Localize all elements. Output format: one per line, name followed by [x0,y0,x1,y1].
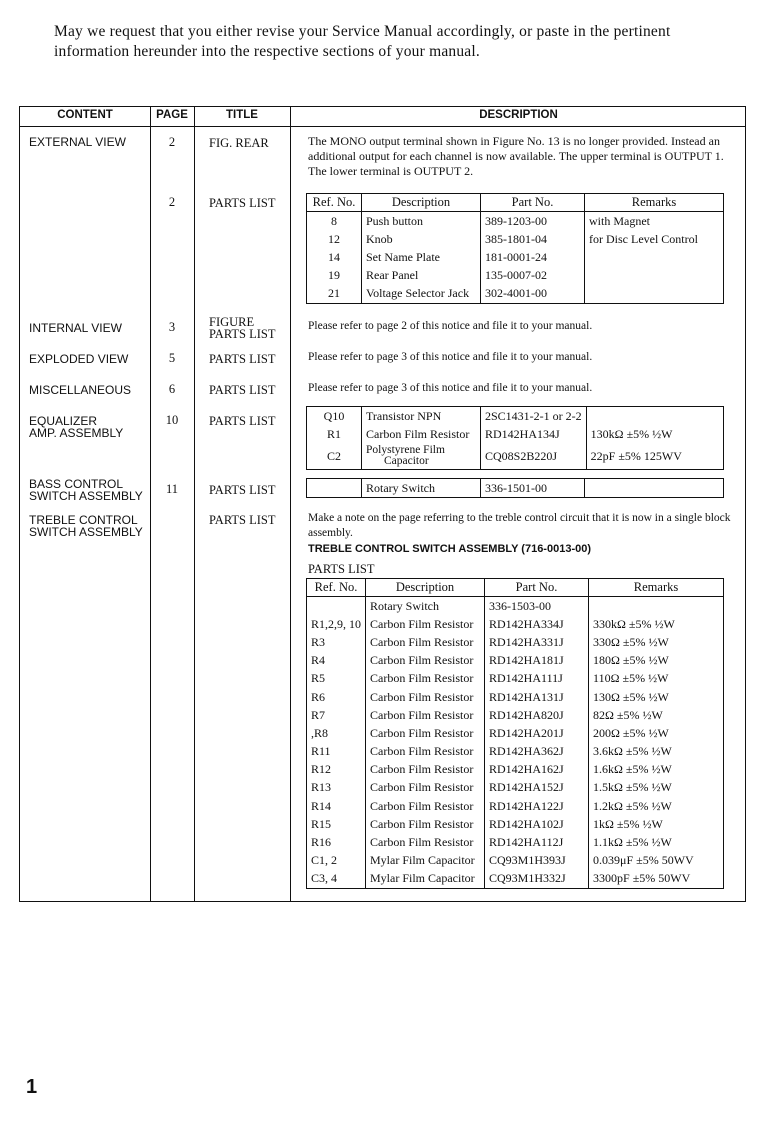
table-row [307,761,724,779]
description-cell: Carbon Film Resistor [362,425,481,443]
title-line: PARTS LIST [209,327,276,341]
table-row [307,285,724,304]
description-text: Please refer to page 2 of this notice and file it to your manual. [308,320,593,332]
table-row [307,743,724,761]
part-number-cell: 2SC1431-2-1 or 2-2 [481,407,587,426]
part-number-cell: RD142HA111J [485,670,589,688]
remarks-cell: 82Ω ±5% ½W [589,706,724,724]
description-cell: Carbon Film Resistor [366,743,485,761]
ref-cell: R14 [307,797,366,815]
table-row [307,212,724,231]
remarks-cell [586,407,723,426]
column-divider [194,107,195,901]
part-number-cell: RD142HA162J [485,761,589,779]
notice-table [19,106,746,902]
ref-cell: R5 [307,670,366,688]
description-cell: Carbon Film Resistor [366,761,485,779]
description-cell: Carbon Film Resistor [366,815,485,833]
ref-cell: 19 [307,267,362,285]
table-row [307,670,724,688]
column-header: Description [362,194,481,212]
assembly-heading: TREBLE CONTROL SWITCH ASSEMBLY (716-0013-00) [308,543,592,555]
part-number-cell: RD142HA102J [485,815,589,833]
description-cell: Carbon Film Resistor [366,833,485,851]
part-number-cell: 302-4001-00 [481,285,585,304]
table-row [307,443,724,470]
ref-cell: 21 [307,285,362,304]
part-number-cell: CQ93M1H393J [485,852,589,870]
page-number-cell: 2 [168,195,176,209]
page-number: 1 [26,1076,38,1098]
part-number-cell: RD142HA362J [485,743,589,761]
title-cell: PARTS LIST [209,414,276,428]
section-internal-view: INTERNAL VIEW [29,321,122,335]
column-header: Ref. No. [307,194,362,212]
table-row [307,633,724,651]
description-cell: Knob [362,230,481,248]
ref-cell: R13 [307,779,366,797]
content-line: TREBLE CONTROL [29,513,138,527]
remarks-cell: 180Ω ±5% ½W [589,652,724,670]
remarks-cell: 110Ω ±5% ½W [589,670,724,688]
remarks-cell: 130kΩ ±5% ½W [586,425,723,443]
part-number-cell: 336-1503-00 [485,597,589,616]
external-parts-table [306,193,724,304]
part-number-cell: RD142HA334J [485,615,589,633]
section-miscellaneous: MISCELLANEOUS [29,383,132,397]
remarks-cell [585,285,724,304]
ref-cell [307,597,366,616]
description-cell [362,443,481,470]
remarks-cell: 0.039μF ±5% 50WV [589,852,724,870]
description-cell: Rotary Switch [362,479,481,498]
remarks-cell: 1.5kΩ ±5% ½W [589,779,724,797]
content-line: AMP. ASSEMBLY [29,426,124,440]
ref-cell: 8 [307,212,362,231]
title-cell: PARTS LIST [209,513,276,527]
header-content: CONTENT [57,109,113,121]
ref-cell: R4 [307,652,366,670]
remarks-cell: 3.6kΩ ±5% ½W [589,743,724,761]
ref-cell: R15 [307,815,366,833]
remarks-cell: for Disc Level Control [585,230,724,248]
ref-cell: 12 [307,230,362,248]
title-cell [209,316,276,340]
description-cell: Carbon Film Resistor [366,615,485,633]
remarks-cell: 1.2kΩ ±5% ½W [589,797,724,815]
table-row [307,248,724,266]
remarks-cell: 1.1kΩ ±5% ½W [589,833,724,851]
description-cell: Set Name Plate [362,248,481,266]
remarks-cell [585,479,724,498]
title-cell: PARTS LIST [209,352,276,366]
ref-cell: R12 [307,761,366,779]
remarks-cell: 1.6kΩ ±5% ½W [589,761,724,779]
remarks-cell: 330Ω ±5% ½W [589,633,724,651]
remarks-cell: 200Ω ±5% ½W [589,724,724,742]
part-number-cell: 385-1801-04 [481,230,585,248]
table-row [307,615,724,633]
description-cell: Transistor NPN [362,407,481,426]
remarks-cell: 1kΩ ±5% ½W [589,815,724,833]
part-number-cell: CQ08S2B220J [481,443,587,470]
description-cell: Push button [362,212,481,231]
part-number-cell: 336-1501-00 [481,479,585,498]
page-number-cell: 2 [168,135,176,149]
description-text: Make a note on the page referring to the treble control circuit that it is now in a single block assembly. [308,512,731,539]
table-row [307,779,724,797]
page-number-cell: 5 [168,351,176,365]
part-number-cell: RD142HA331J [485,633,589,651]
treble-parts-table [306,578,724,889]
intro-paragraph: May we request that you either revise your Service Manual accordingly, or paste in the pertinent information hereunder into the respective sections of your manual. [54,23,671,60]
ref-cell: 14 [307,248,362,266]
remarks-cell: 330kΩ ±5% ½W [589,615,724,633]
column-header: Ref. No. [307,579,366,597]
table-row [307,597,724,616]
table-row [307,652,724,670]
equalizer-parts-table [306,406,724,470]
part-number-cell: CQ93M1H332J [485,870,589,889]
description-cell: Mylar Film Capacitor [366,852,485,870]
ref-cell [307,479,362,498]
remarks-cell: 130Ω ±5% ½W [589,688,724,706]
ref-cell: C1, 2 [307,852,366,870]
description-cell: Mylar Film Capacitor [366,870,485,889]
description-cell: Carbon Film Resistor [366,779,485,797]
description-cell: Rotary Switch [366,597,485,616]
table-row [307,852,724,870]
table-row [307,797,724,815]
remarks-cell [589,597,724,616]
table-row [307,706,724,724]
header-divider [20,126,745,127]
column-header: Part No. [485,579,589,597]
part-number-cell: RD142HA122J [485,797,589,815]
part-number-cell: 389-1203-00 [481,212,585,231]
title-cell: PARTS LIST [209,383,276,397]
table-row [307,724,724,742]
description-cell: Carbon Film Resistor [366,688,485,706]
page-number-cell: 6 [168,382,176,396]
ref-cell: R6 [307,688,366,706]
column-divider [150,107,151,901]
part-number-cell: RD142HA152J [485,779,589,797]
ref-cell: C2 [307,443,362,470]
column-header: Remarks [589,579,724,597]
header-title: TITLE [226,109,258,121]
part-number-cell: 135-0007-02 [481,267,585,285]
ref-cell: R16 [307,833,366,851]
column-header: Remarks [585,194,724,212]
ref-cell: C3, 4 [307,870,366,889]
remarks-cell: with Magnet [585,212,724,231]
header-page: PAGE [156,109,188,121]
description-cell: Carbon Film Resistor [366,724,485,742]
part-number-cell: RD142HA134J [481,425,587,443]
description-line: Capacitor [384,455,429,467]
header-description: DESCRIPTION [479,109,558,121]
description-cell: Carbon Film Resistor [366,652,485,670]
description-text: The MONO output terminal shown in Figure No. 13 is no longer provided. Instead an additional output for each channel is now available. The upper terminal is OUTPUT 1. The lower terminal is OUTPUT 2. [308,134,724,178]
description-cell: Carbon Film Resistor [366,670,485,688]
bass-parts-table [306,478,724,498]
column-header: Description [366,579,485,597]
page-number-cell: 10 [165,413,179,427]
part-number-cell: RD142HA181J [485,652,589,670]
title-cell: FIG. REAR [209,136,269,150]
description-cell: Carbon Film Resistor [366,633,485,651]
title-cell: PARTS LIST [209,196,276,210]
ref-cell: Q10 [307,407,362,426]
table-row [307,815,724,833]
table-row [307,267,724,285]
remarks-cell [585,267,724,285]
section-external-view: EXTERNAL VIEW [29,135,126,149]
ref-cell: ,R8 [307,724,366,742]
ref-cell: R7 [307,706,366,724]
column-divider [290,107,291,901]
page-number-cell: 11 [165,482,179,496]
description-cell: Rear Panel [362,267,481,285]
table-row [307,833,724,851]
ref-cell: R1 [307,425,362,443]
table-row [307,407,724,426]
table-row [307,230,724,248]
content-line: SWITCH ASSEMBLY [29,525,143,539]
part-number-cell: RD142HA112J [485,833,589,851]
description-cell: Carbon Film Resistor [366,706,485,724]
ref-cell: R11 [307,743,366,761]
section-bass-control [29,478,143,502]
remarks-cell: 22pF ±5% 125WV [586,443,723,470]
title-cell: PARTS LIST [209,483,276,497]
content-line: SWITCH ASSEMBLY [29,489,143,503]
part-number-cell: 181-0001-24 [481,248,585,266]
content-line: BASS CONTROL [29,477,124,491]
part-number-cell: RD142HA820J [485,706,589,724]
description-cell: Voltage Selector Jack [362,285,481,304]
title-line: FIGURE [209,315,255,329]
table-row [307,425,724,443]
remarks-cell [585,248,724,266]
part-number-cell: RD142HA131J [485,688,589,706]
description-text: Please refer to page 3 of this notice and file it to your manual. [308,382,593,394]
table-row [307,479,724,498]
section-treble-control [29,514,143,538]
table-row [307,870,724,889]
content-line: EQUALIZER [29,414,98,428]
ref-cell: R1,2,9, 10 [307,615,366,633]
description-cell: Carbon Film Resistor [366,797,485,815]
page-number-cell: 3 [168,320,176,334]
description-line: Polystyrene Film [366,444,445,456]
part-number-cell: RD142HA201J [485,724,589,742]
section-exploded-view: EXPLODED VIEW [29,352,129,366]
description-text: Please refer to page 3 of this notice and file it to your manual. [308,351,593,363]
column-header: Part No. [481,194,585,212]
section-equalizer [29,415,123,439]
table-row [307,688,724,706]
parts-list-heading: PARTS LIST [308,562,375,576]
remarks-cell: 3300pF ±5% 50WV [589,870,724,889]
ref-cell: R3 [307,633,366,651]
